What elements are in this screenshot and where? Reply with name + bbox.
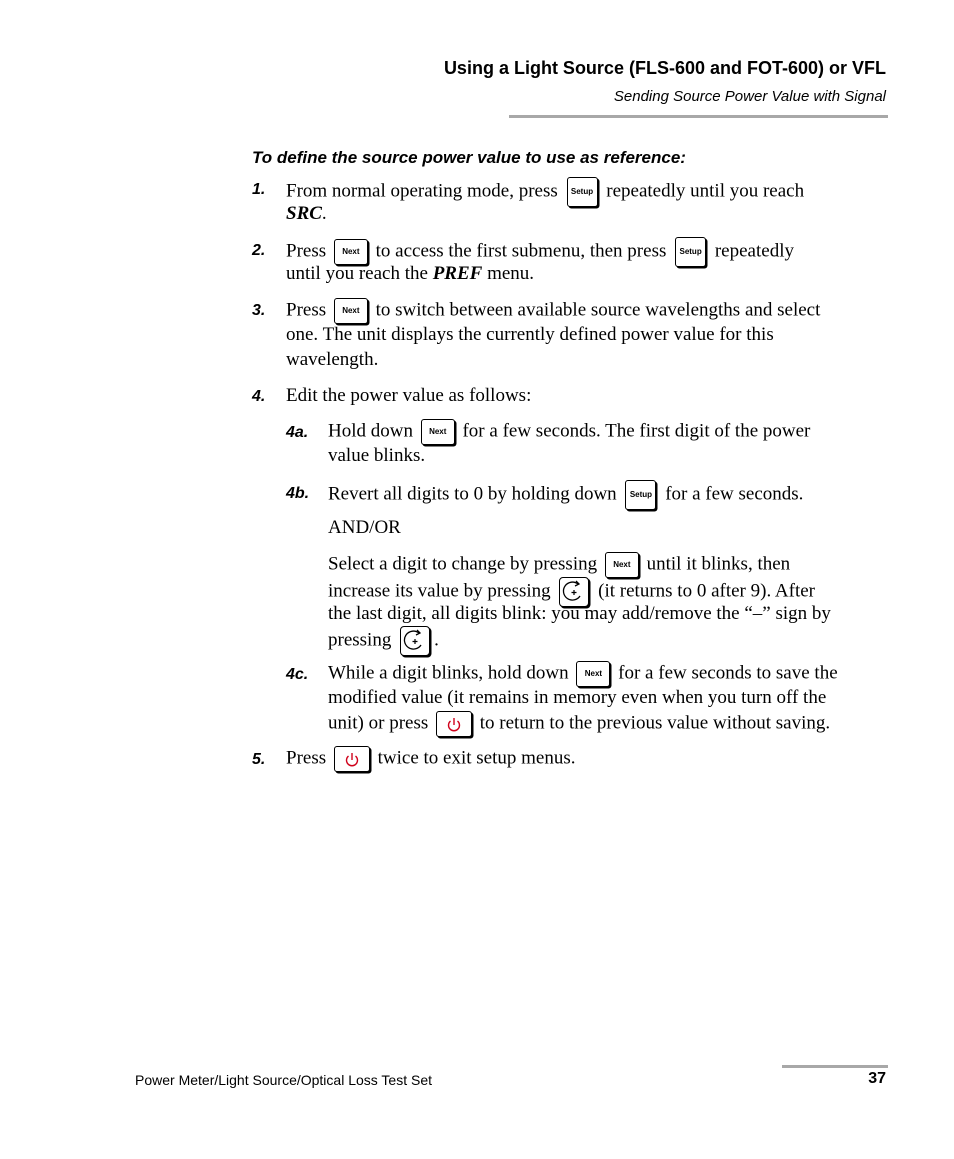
step-text: for a few seconds. The first digit of the power [462, 420, 811, 442]
step-text: Press [286, 240, 327, 262]
step-4b-line-1 [328, 480, 803, 510]
step-4b-line-2 [328, 552, 790, 578]
step-text: to return to the previous value without saving. [479, 712, 831, 734]
step-text: repeatedly [714, 240, 794, 262]
header-rule [509, 115, 888, 118]
step-number: 4b. [286, 485, 310, 502]
step-3-line-3: wavelength. [286, 349, 379, 370]
step-text: Press [286, 747, 327, 769]
next-key-icon: Next [334, 239, 368, 265]
step-number: 5. [252, 751, 266, 768]
setup-key-icon: Setup [675, 237, 706, 267]
step-4b-line-5 [328, 626, 439, 656]
step-4-line-1: Edit the power value as follows: [286, 385, 532, 406]
step-3-line-2: one. The unit displays the currently defined power value for this [286, 324, 774, 345]
footer-title: Power Meter/Light Source/Optical Loss Test Set [135, 1072, 432, 1088]
step-text: unit) or press [328, 712, 429, 734]
step-number: 4a. [286, 424, 309, 441]
step-text: Hold down [328, 420, 413, 442]
header-subtitle: Sending Source Power Value with Signal [613, 88, 886, 105]
step-number: 1. [252, 181, 266, 198]
step-4b-line-4: the last digit, all digits blink: you may add/remove the “–” sign by [328, 603, 831, 624]
step-1-line-2 [286, 202, 327, 227]
step-number: 4c. [286, 666, 309, 683]
next-key-icon: Next [605, 552, 639, 578]
step-text: From normal operating mode, press [286, 180, 558, 202]
step-text: until you reach the [286, 263, 428, 284]
step-text: for a few seconds. [665, 483, 804, 505]
step-number: 4. [252, 388, 266, 405]
step-4a-line-1 [328, 419, 810, 445]
page-number: 37 [868, 1070, 886, 1087]
step-text: menu. [487, 263, 535, 284]
step-text: to access the first submenu, then press [375, 240, 667, 262]
footer-rule [782, 1065, 888, 1068]
next-key-icon: Next [576, 661, 610, 687]
step-number: 2. [252, 242, 266, 259]
setup-key-icon: Setup [625, 480, 656, 510]
step-text: Revert all digits to 0 by holding down [328, 483, 617, 505]
step-4c-line-2: modified value (it remains in memory even when you turn off the [328, 687, 827, 708]
menu-name: PREF [432, 263, 483, 284]
step-text: until it blinks, then [646, 553, 791, 575]
power-icon [334, 746, 370, 772]
step-number: 3. [252, 302, 266, 319]
step-4c-line-1 [328, 661, 838, 687]
step-text: repeatedly until you reach [606, 180, 805, 202]
step-text: Select a digit to change by pressing [328, 553, 598, 575]
step-2-line-2 [286, 262, 534, 287]
step-text: Press [286, 299, 327, 321]
setup-key-icon: Setup [567, 177, 598, 207]
step-3-line-1 [286, 298, 820, 324]
menu-name: SRC [286, 203, 322, 224]
step-text: pressing [328, 629, 392, 651]
next-key-icon: Next [421, 419, 455, 445]
header-title: Using a Light Source (FLS-600 and FOT-600) or VFL [443, 58, 886, 78]
step-text: . [434, 629, 439, 651]
and-or-text: AND/OR [328, 517, 401, 538]
step-text: . [321, 203, 327, 224]
step-text: to switch between available source wavelengths and select [375, 299, 821, 321]
cycle-arrow-icon [400, 626, 430, 656]
power-icon [436, 711, 472, 737]
step-text: increase its value by pressing [328, 580, 551, 602]
step-5-line-1 [286, 746, 576, 772]
step-4a-line-2: value blinks. [328, 445, 426, 466]
step-1-line-1 [286, 177, 804, 207]
step-text: for a few seconds to save the [618, 662, 838, 684]
procedure-heading: To define the source power value to use as reference: [252, 148, 686, 167]
next-key-icon: Next [334, 298, 368, 324]
step-text: (it returns to 0 after 9). After [598, 580, 815, 602]
step-text: While a digit blinks, hold down [328, 662, 569, 684]
step-4c-line-3 [328, 711, 830, 737]
step-text: twice to exit setup menus. [377, 747, 576, 769]
